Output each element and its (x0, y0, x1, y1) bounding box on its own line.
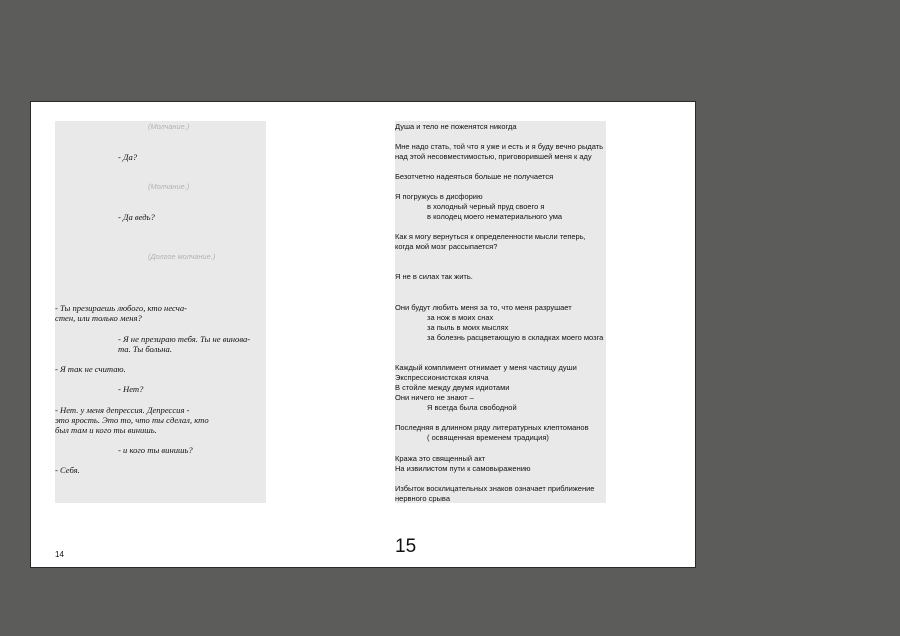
poem-line: Последняя в длинном ряду литературных клептоманов (395, 423, 589, 432)
dialogue-line: - Да? (118, 152, 138, 162)
poem-line: Душа и тело не поженятся никогда (395, 122, 517, 131)
poem-line: Я всегда была свободной (427, 403, 517, 412)
dialogue-line: - и кого ты винишь? (118, 445, 193, 455)
dialogue-line: это ярость. Это то, что ты сделал, кто (55, 415, 209, 425)
poem-line: На извилистом пути к самовыражению (395, 464, 531, 473)
poem-line: Безотчетно надеяться больше не получается (395, 172, 554, 181)
stage-direction: (Долгое молчание.) (148, 252, 216, 261)
poem-line: Каждый комплимент отнимает у меня частицу души (395, 363, 577, 372)
page-number-left: 14 (55, 550, 64, 559)
poem-line: нервного срыва (395, 494, 450, 503)
dialogue-line: та. Ты больна. (118, 344, 173, 354)
page-number-right: 15 (395, 536, 417, 557)
poem-line: В стойле между двумя идиотами (395, 383, 510, 392)
poem-line: Избыток восклицательных знаков означает приближение (395, 484, 595, 493)
dialogue-line: - Я так не считаю. (55, 364, 126, 374)
dialogue-line: - Ты презираешь любого, кто несча- (55, 303, 187, 313)
poem-line: Кража это священный акт (395, 454, 486, 463)
poem-line: за нож в моих снах (427, 313, 494, 322)
poem-line: Я погружусь в дисфорию (395, 192, 483, 201)
poem-line: за пыль в моих мыслях (427, 323, 509, 332)
poem-line: Экспрессионистская кляча (395, 373, 489, 382)
dialogue-line: был там и кого ты винишь. (55, 425, 157, 435)
poem-line: когда мой мозг рассыпается? (395, 242, 498, 251)
poem-line: за болезнь расцветающую в складках моего мозга (427, 333, 604, 342)
book-spread (30, 101, 696, 568)
poem-line: Они будут любить меня за то, что меня разрушает (395, 303, 572, 312)
poem-line: над этой несовместимостью, приговорившей меня к аду (395, 152, 592, 161)
dialogue-line: стен, или только меня? (55, 313, 142, 323)
dialogue-line: - Нет? (118, 384, 144, 394)
dialogue-line: - Себя. (55, 465, 80, 475)
poem-line: в холодный черный пруд своего я (427, 202, 545, 211)
poem-line: ( освященная временем традиция) (427, 433, 549, 442)
poem-line: Как я могу вернуться к определенности мысли теперь, (395, 232, 586, 241)
dialogue-line: - Я не презираю тебя. Ты не винова- (118, 334, 251, 344)
stage-direction: (Молчание.) (148, 182, 190, 191)
poem-line: Мне надо стать, той что я уже и есть и я буду вечно рыдать (395, 142, 604, 151)
dialogue-line: - Да ведь? (118, 212, 155, 222)
poem-line: Я не в силах так жить. (395, 272, 473, 281)
stage-direction: (Молчание.) (148, 122, 190, 131)
dialogue-line: - Нет. у меня депрессия. Депрессия - (55, 405, 190, 415)
poem-line: Они ничего не знают – (395, 393, 474, 402)
poem-line: в колодец моего нематериального ума (427, 212, 563, 221)
